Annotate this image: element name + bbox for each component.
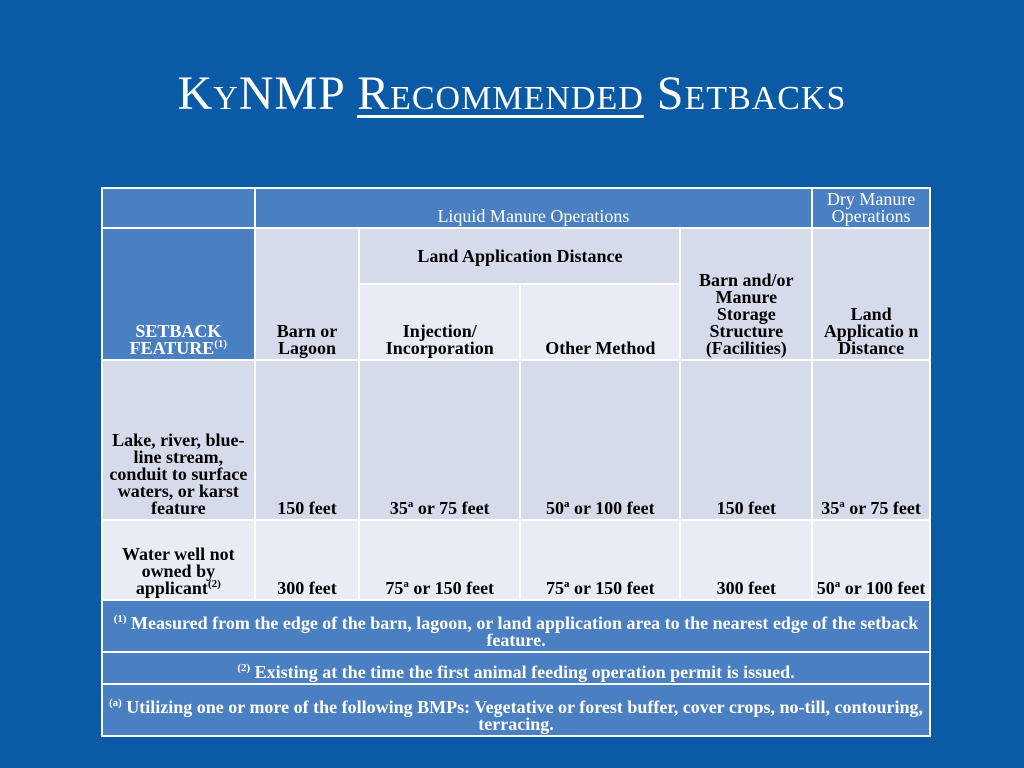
cell-facilities: 300 feet — [680, 520, 812, 600]
value-part: or 100 feet — [569, 498, 655, 518]
header-liquid-manure: Liquid Manure Operations — [255, 188, 812, 228]
table-row — [102, 360, 930, 520]
header-setback-feature — [102, 228, 255, 360]
value-part: 50 — [816, 578, 835, 598]
footnote-text: Utilizing one or more of the following BMPs: Vegetative or forest buffer, cover crops, no-till, contouring, terracing. — [121, 697, 924, 734]
footnote-text: Measured from the edge of the barn, lagoon, or land application area to the nearest edge of the setback feature. — [126, 613, 919, 650]
footnote-a — [102, 684, 930, 736]
value-part: 75 — [545, 578, 564, 598]
footnote-marker-a: a — [563, 578, 570, 590]
row-feature-label: Water well not owned by applicant — [122, 544, 235, 598]
header-dry-land-application: Land Applicatio n Distance — [812, 228, 930, 360]
cell-dry-land — [812, 360, 930, 520]
cell-facilities: 150 feet — [680, 360, 812, 520]
setbacks-table — [101, 187, 931, 737]
header-injection-incorporation: Injection/ Incorporation — [359, 284, 520, 360]
page-title — [0, 66, 1024, 121]
value-part: 50 — [545, 498, 564, 518]
footnote-marker-1: (1) — [214, 338, 228, 350]
cell-dry-land — [812, 520, 930, 600]
cell-barn-lagoon: 150 feet — [255, 360, 360, 520]
header-land-application-distance: Land Application Distance — [359, 228, 680, 284]
header-barn-lagoon: Barn or Lagoon — [255, 228, 360, 360]
row-feature-water-well — [102, 520, 255, 600]
cell-injection — [359, 520, 520, 600]
value-part: or 150 feet — [569, 578, 655, 598]
header-row-land-application — [102, 228, 930, 284]
title-part-recommended: Recommended — [357, 67, 644, 120]
footnote-marker-a: a — [839, 498, 845, 510]
value-part: 35 — [389, 498, 408, 518]
header-barn-facilities: Barn and/or Manure Storage Structure (Facilities) — [680, 228, 812, 360]
footnote-row — [102, 684, 930, 736]
footnote-marker: (a) — [108, 697, 122, 709]
footnote-marker: (2) — [237, 662, 251, 674]
value-part: or 75 feet — [844, 498, 921, 518]
value-part: or 75 feet — [413, 498, 490, 518]
cell-other-method — [520, 360, 680, 520]
title-part-setbacks: Setbacks — [656, 67, 847, 120]
value-part: or 100 feet — [840, 578, 926, 598]
table-row — [102, 520, 930, 600]
footnote-2 — [102, 652, 930, 684]
footnote-marker-a: a — [834, 578, 841, 590]
header-dry-manure: Dry Manure Operations — [812, 188, 930, 228]
footnote-marker-2: (2) — [207, 578, 221, 590]
value-part: 75 — [385, 578, 404, 598]
header-corner-cell — [102, 188, 255, 228]
footnote-row — [102, 600, 930, 652]
header-setback-feature-label: SETBACK FEATURE — [129, 321, 222, 358]
header-other-method: Other Method — [520, 284, 680, 360]
footnote-1 — [102, 600, 930, 652]
footnote-text: Existing at the time the first animal feeding operation permit is issued. — [250, 662, 795, 682]
footnote-row — [102, 652, 930, 684]
cell-injection — [359, 360, 520, 520]
value-part: 35 — [821, 498, 840, 518]
footnote-marker-a: a — [403, 578, 409, 590]
title-part-kynmp: KyNMP — [177, 67, 345, 120]
cell-barn-lagoon: 300 feet — [255, 520, 360, 600]
footnote-marker-a: a — [407, 498, 414, 510]
cell-other-method — [520, 520, 680, 600]
footnote-marker-a: a — [563, 498, 570, 510]
footnote-marker: (1) — [113, 613, 127, 625]
header-row-groups — [102, 188, 930, 228]
row-feature-surface-waters: Lake, river, blue-line stream, conduit to surface waters, or karst feature — [102, 360, 255, 520]
value-part: or 150 feet — [408, 578, 495, 598]
